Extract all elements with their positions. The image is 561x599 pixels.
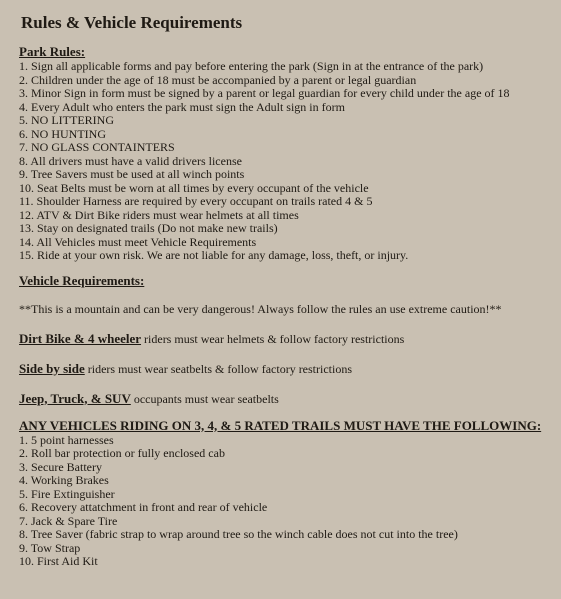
park-rule-item: 7. NO GLASS CONTAINTERS	[19, 140, 175, 154]
trail-requirement-item: 3. Secure Battery	[19, 459, 102, 474]
trail-requirement-item: 1. 5 point harnesses	[19, 432, 114, 447]
vehicle-rule-side-by-side	[19, 361, 549, 377]
park-rules-list	[19, 60, 549, 263]
vehicle-rule-text: riders must wear helmets & follow factory restrictions	[141, 331, 405, 346]
trail-requirement-item: 9. Tow Strap	[19, 540, 81, 555]
page-title: Rules & Vehicle Requirements	[21, 13, 243, 32]
vehicle-rule-text: riders must wear seatbelts & follow factory restrictions	[84, 361, 353, 376]
park-rule-item: 13. Stay on designated trails (Do not make new trails)	[19, 221, 278, 235]
park-rules-heading: Park Rules:	[19, 44, 86, 59]
trail-requirement-item: 5. Fire Extinguisher	[19, 486, 115, 501]
park-rule-item: 15. Ride at your own risk. We are not liable for any damage, loss, theft, or injury.	[19, 248, 409, 262]
trail-requirements-heading: ANY VEHICLES RIDING ON 3, 4, & 5 RATED TRAILS MUST HAVE THE FOLLOWING:	[19, 417, 542, 433]
park-rule-item: 5. NO LITTERING	[19, 113, 114, 127]
park-rule-item: 3. Minor Sign in form must be signed by a parent or legal guardian for every child under the age of 18	[19, 86, 510, 100]
trail-requirement-item: 7. Jack & Spare Tire	[19, 513, 118, 528]
park-rule-item: 11. Shoulder Harness are required by every occupant on trails rated 4 & 5	[19, 194, 373, 208]
vehicle-rule-text: occupants must wear seatbelts	[130, 391, 279, 406]
vehicle-rule-jeep-truck-suv	[19, 391, 549, 407]
park-rule-item: 4. Every Adult who enters the park must sign the Adult sign in form	[19, 99, 345, 114]
park-rule-item: 8. All drivers must have a valid drivers license	[19, 153, 242, 168]
trail-requirements-list	[19, 434, 549, 569]
vehicle-rule-dirt-bike	[19, 331, 549, 347]
park-rule-item: 12. ATV & Dirt Bike riders must wear helmets at all times	[19, 207, 299, 222]
park-rule-item: 6. NO HUNTING	[19, 126, 106, 141]
vehicle-type-label: Dirt Bike & 4 wheeler	[19, 330, 142, 346]
park-rule-item: 9. Tree Savers must be used at all winch points	[19, 167, 245, 181]
park-rule-item: 1. Sign all applicable forms and pay before entering the park (Sign in at the entrance of the park)	[19, 59, 484, 73]
park-rule-item: 2. Children under the age of 18 must be accompanied by a parent or legal guardian	[19, 72, 417, 87]
trail-requirement-item: 6. Recovery attatchment in front and rear of vehicle	[19, 500, 268, 514]
trail-requirement-item: 2. Roll bar protection or fully enclosed cab	[19, 446, 225, 460]
vehicle-type-label: Jeep, Truck, & SUV	[19, 390, 131, 406]
park-rule-item: 14. All Vehicles must meet Vehicle Requirements	[19, 234, 257, 249]
trail-requirement-item: 10. First Aid Kit	[19, 554, 98, 568]
vehicle-requirements-heading: Vehicle Requirements:	[19, 272, 145, 288]
vehicle-type-label: Side by side	[19, 360, 85, 376]
safety-warning: **This is a mountain and can be very dangerous! Always follow the rules an use extreme caution!**	[19, 301, 502, 316]
trail-requirement-item: 4. Working Brakes	[19, 473, 109, 487]
trail-requirement-item: 8. Tree Saver (fabric strap to wrap around tree so the winch cable does not cut into the tree)	[19, 527, 458, 541]
park-rule-item: 10. Seat Belts must be worn at all times by every occupant of the vehicle	[19, 180, 369, 195]
